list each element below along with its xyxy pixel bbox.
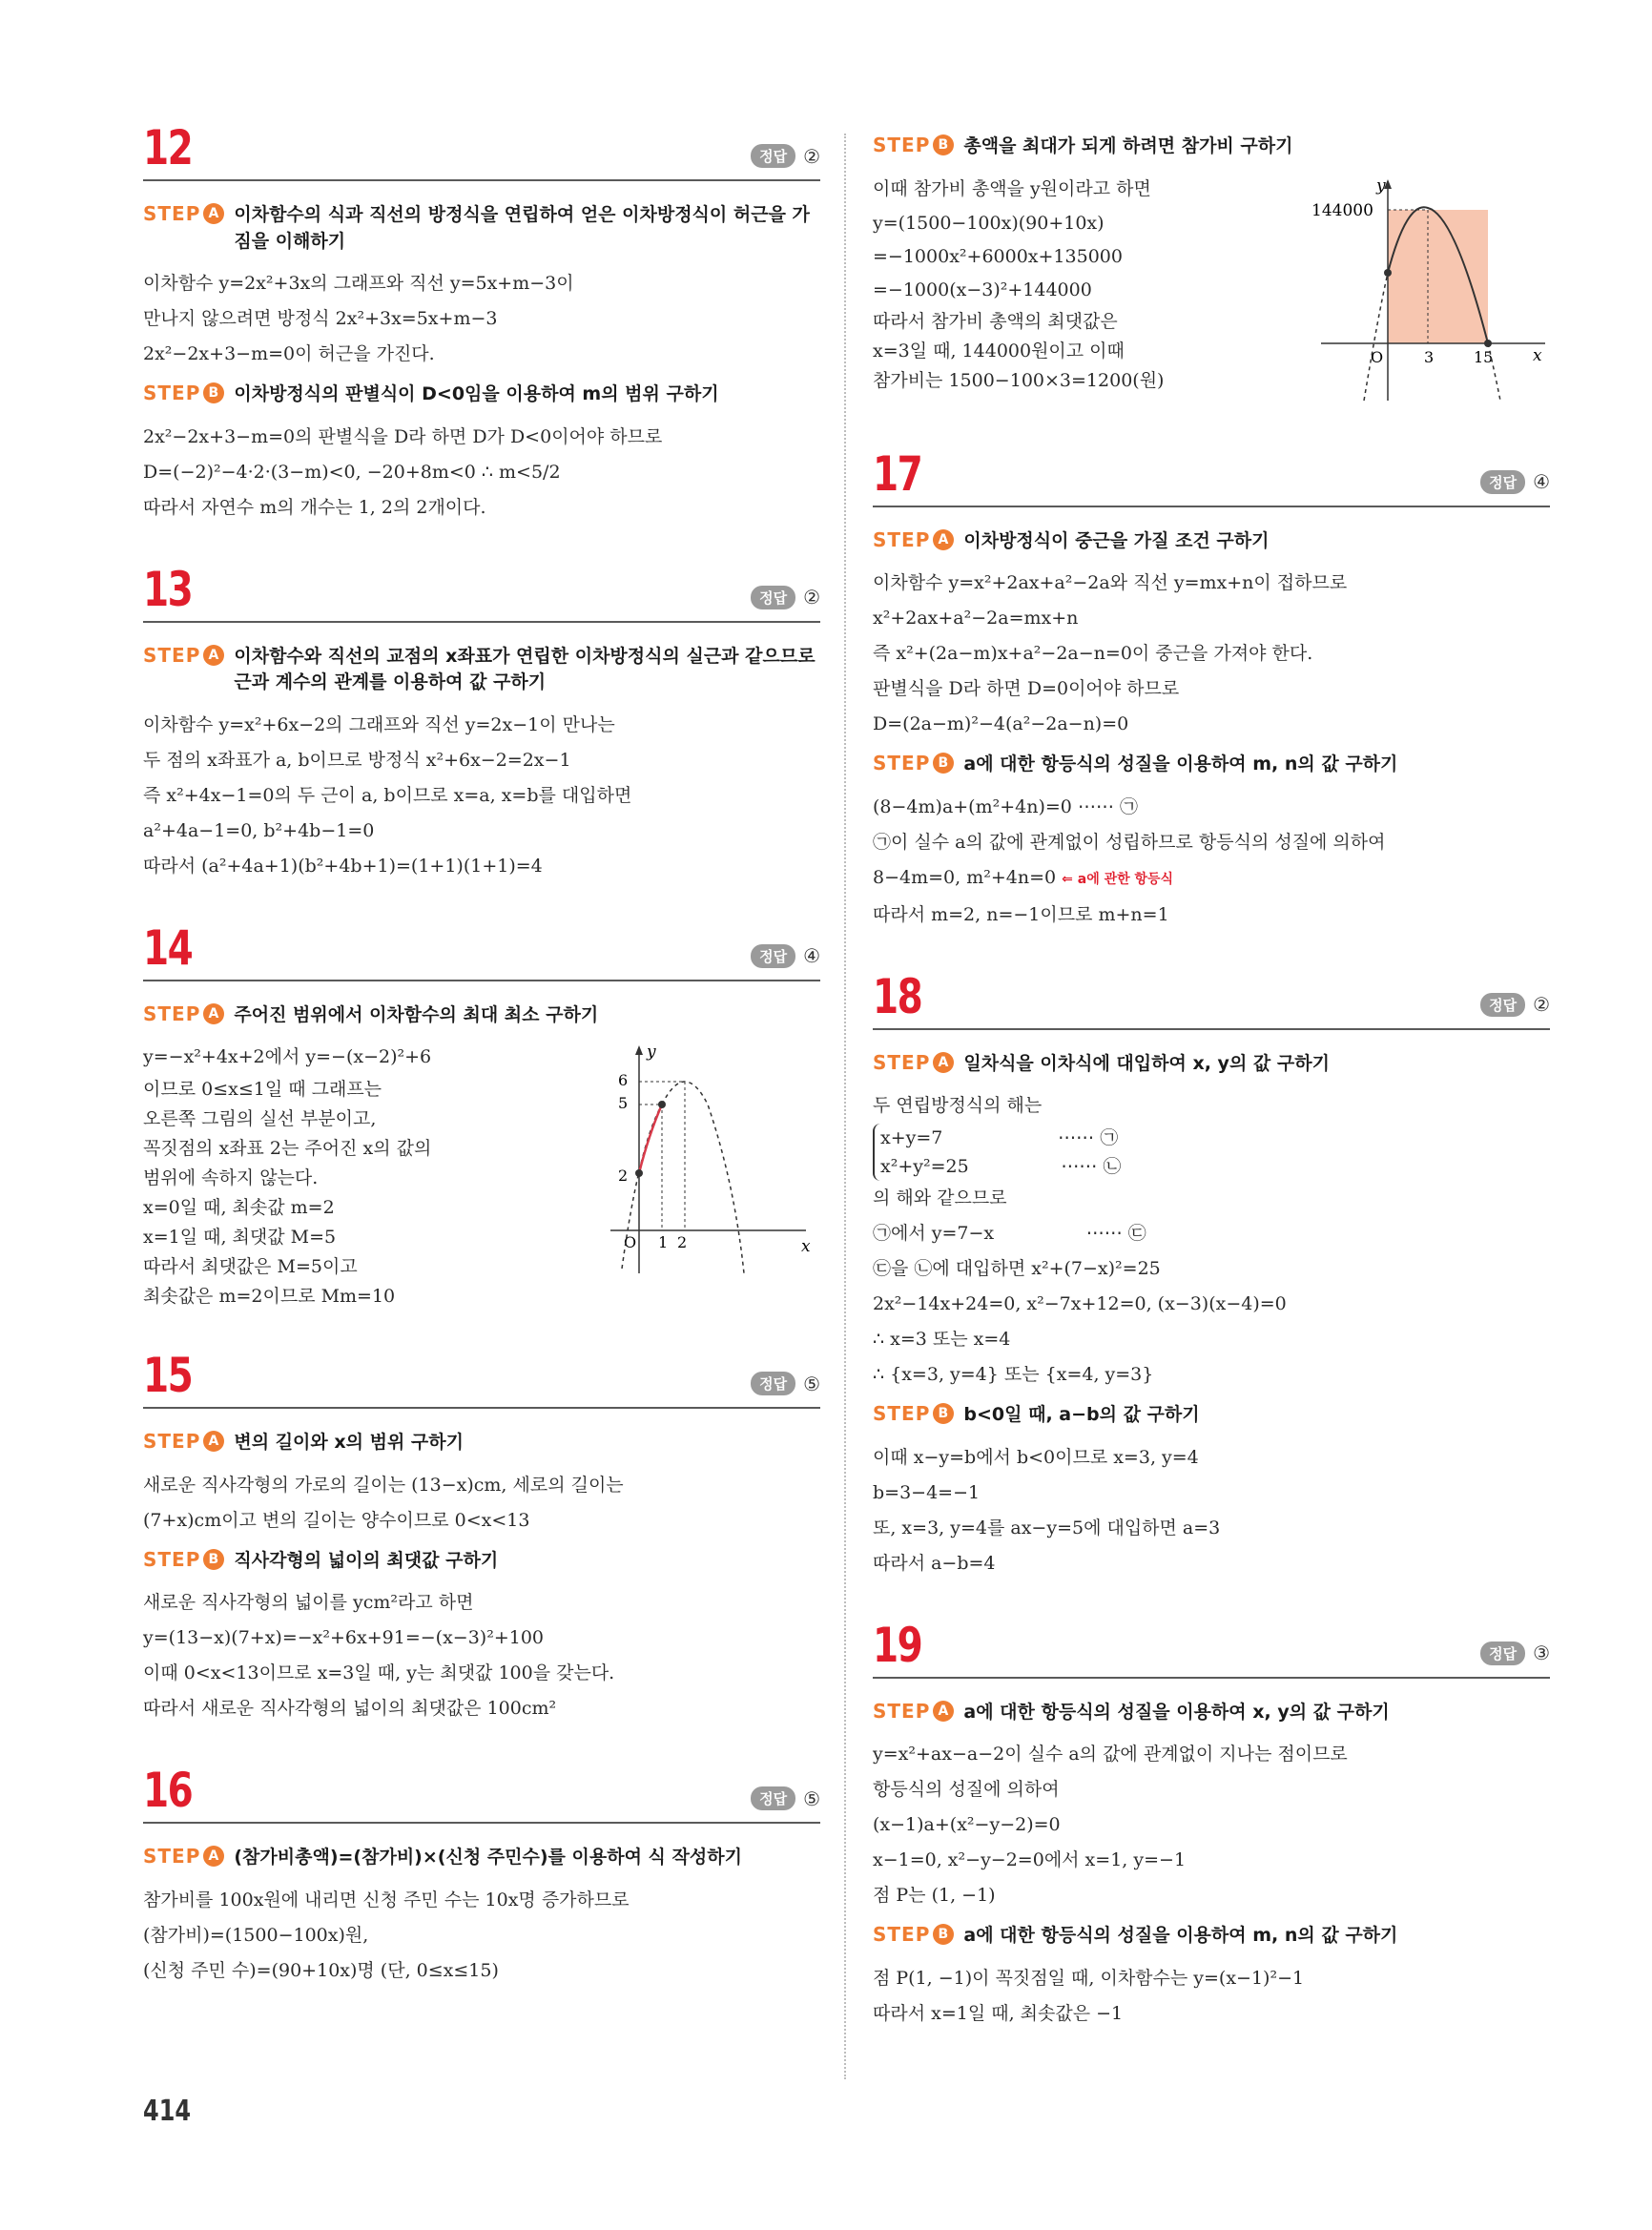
text-line: x=3일 때, 144000원이고 이때	[873, 340, 1125, 361]
answer-badge: 정답	[751, 1786, 795, 1810]
equation: 8−4m=0, m²+4n=0	[873, 866, 1057, 888]
parabola-dashed	[1364, 273, 1388, 401]
y-axis-label: y	[1376, 176, 1386, 196]
problem-number: 15	[143, 1348, 193, 1404]
step-tag: STEP B	[873, 752, 954, 774]
step-a	[143, 1430, 820, 1456]
x-tick-label: 3	[1424, 347, 1435, 366]
step-a	[873, 1700, 1550, 1726]
step-title: 직사각형의 넓이의 최댓값 구하기	[234, 1549, 499, 1571]
problem-number: 19	[873, 1617, 922, 1673]
step-tag: STEP B	[143, 382, 224, 404]
y-intercept-point	[1384, 269, 1392, 277]
x-intercept-point	[1484, 340, 1492, 347]
step-a	[143, 1845, 820, 1871]
text-line: (신청 주민 수)=(90+10x)명 (단, 0≤x≤15)	[143, 1959, 499, 1981]
problem-12	[143, 120, 820, 526]
text-line: ㉠이 실수 a의 값에 관계없이 성립하므로 항등식의 성질에 의하여	[873, 831, 1386, 853]
text-line: 최솟값은 m=2이므로 Mm=10	[143, 1286, 396, 1308]
text-line: 판별식을 D라 하면 D=0이어야 하므로	[873, 678, 1180, 700]
step-tag: STEP B	[873, 134, 954, 156]
text-line: 점 P는 (1, −1)	[873, 1885, 996, 1907]
text-line: b=3−4=−1	[873, 1481, 981, 1503]
answer-value: ④	[1533, 470, 1550, 494]
text-line: =−1000(x−3)²+144000	[873, 279, 1092, 300]
text-line: =−1000x²+6000x+135000	[873, 245, 1123, 267]
text-line: 의 해와 같으므로	[873, 1187, 1007, 1209]
step-tag: STEP A	[143, 1430, 224, 1453]
step-letter-icon: A	[203, 1003, 224, 1024]
step-title: a에 대한 항등식의 성질을 이용하여 m, n의 값 구하기	[963, 754, 1398, 775]
page-number: 414	[143, 2095, 192, 2128]
step-a	[143, 644, 820, 696]
text-line: 따라서 x=1일 때, 최솟값은 −1	[873, 2002, 1124, 2024]
y-tick-label: 5	[618, 1094, 629, 1113]
text-line: ∴ {x=3, y=4} 또는 {x=4, y=3}	[873, 1364, 1154, 1386]
problem-header	[873, 1617, 1550, 1679]
problem-number: 16	[143, 1763, 193, 1819]
answer-badge: 정답	[751, 1372, 795, 1395]
step-title: 변의 길이와 x의 범위 구하기	[234, 1432, 464, 1454]
step-tag: STEP A	[873, 1051, 954, 1074]
step-letter-icon: B	[933, 1924, 954, 1945]
text-line: 또, x=3, y=4를 ax−y=5에 대입하면 a=3	[873, 1517, 1221, 1538]
text-line: 새로운 직사각형의 가로의 길이는 (13−x)cm, 세로의 길이는	[143, 1474, 624, 1496]
x-axis-label: x	[801, 1237, 811, 1257]
text-block	[143, 1040, 431, 1311]
text-line: 따라서 최댓값은 M=5이고	[143, 1256, 358, 1278]
step-a	[143, 1002, 820, 1029]
answer-value: ③	[1533, 1642, 1550, 1665]
text-line: x−1=0, x²−y−2=0에서 x=1, y=−1	[873, 1849, 1187, 1871]
text-line: 즉 x²+(2a−m)x+a²−2a−n=0이 중근을 가져야 한다.	[873, 643, 1313, 665]
step-title: (참가비총액)=(참가비)×(신청 주민수)를 이용하여 식 작성하기	[234, 1847, 742, 1869]
step-letter-icon: A	[203, 1431, 224, 1452]
y-tick-label: 2	[618, 1167, 629, 1186]
text-line: x=1일 때, 최댓값 M=5	[143, 1227, 337, 1249]
parabola-graph-16	[1311, 172, 1550, 410]
step-tag: STEP A	[143, 644, 224, 667]
problem-number: 18	[873, 968, 922, 1024]
step-b	[873, 752, 1550, 778]
text-line: 따라서 m=2, n=−1이므로 m+n=1	[873, 903, 1169, 925]
step-title: 이차방정식이 중근을 가질 조건 구하기	[963, 529, 1270, 551]
text-line: 오른쪽 그림의 실선 부분이고,	[143, 1108, 377, 1130]
problem-15	[143, 1348, 820, 1726]
text-line: 이므로 0≤x≤1일 때 그래프는	[143, 1079, 382, 1101]
text-line: x=0일 때, 최솟값 m=2	[143, 1197, 335, 1219]
text-line: 즉 x²+4x−1=0의 두 근이 a, b이므로 x=a, x=b를 대입하면	[143, 784, 632, 806]
step-b	[143, 382, 820, 408]
problem-header	[873, 445, 1550, 507]
text-line: 따라서 a−b=4	[873, 1552, 996, 1574]
text-line: 범위에 속하지 않는다.	[143, 1167, 319, 1189]
step-letter-icon: A	[203, 203, 224, 224]
parabola-graph-14	[601, 1040, 820, 1278]
problem-13	[143, 561, 820, 884]
step-tag: STEP A	[873, 1700, 954, 1723]
x-tick-label: 2	[677, 1233, 688, 1252]
text-line: 점 P(1, −1)이 꼭짓점일 때, 이차함수는 y=(x−1)²−1	[873, 1967, 1305, 1989]
text-line: 2x²−14x+24=0, x²−7x+12=0, (x−3)(x−4)=0	[873, 1293, 1287, 1315]
step-letter-icon: B	[203, 382, 224, 403]
text-line: 이차함수 y=x²+6x−2의 그래프와 직선 y=2x−1이 만나는	[143, 713, 615, 735]
equation: x²+y²=25 ⋯⋯ ㉡	[880, 1156, 1122, 1178]
step-a	[873, 528, 1550, 555]
text-line: 항등식의 성질에 의하여	[873, 1779, 1060, 1801]
answer-value: ②	[803, 144, 820, 168]
system-brace	[873, 1124, 1121, 1181]
answer	[1480, 470, 1550, 494]
problem-16-continued	[873, 134, 1550, 410]
problem-number: 13	[143, 561, 193, 617]
problem-header	[143, 561, 820, 623]
text-line: 따라서 참가비 총액의 최댓값은	[873, 310, 1118, 332]
answer	[751, 586, 820, 609]
text-line: 따라서 (a²+4a+1)(b²+4b+1)=(1+1)(1+1)=4	[143, 855, 543, 877]
answer-badge: 정답	[751, 144, 795, 168]
answer-badge: 정답	[751, 944, 795, 968]
step-tag: STEP A	[143, 1002, 224, 1025]
text-line: y=−x²+4x+2에서 y=−(x−2)²+6	[143, 1046, 432, 1068]
parabola-dashed	[662, 1082, 744, 1273]
step-tag: STEP A	[143, 1845, 224, 1868]
text-block	[873, 172, 1164, 410]
step-letter-icon: A	[933, 1052, 954, 1073]
step-title: 일차식을 이차식에 대입하여 x, y의 값 구하기	[963, 1052, 1330, 1074]
x-axis-label: x	[1533, 345, 1542, 365]
problem-number: 12	[143, 120, 193, 176]
answer	[751, 1372, 820, 1395]
x-tick-label: 15	[1474, 347, 1494, 366]
text-line: y=x²+ax−a−2이 실수 a의 값에 관계없이 지나는 점이므로	[873, 1744, 1348, 1765]
text-line: (x−1)a+(x²−y−2)=0	[873, 1814, 1061, 1836]
problem-header	[873, 968, 1550, 1030]
step-title: 이차함수와 직선의 교점의 x좌표가 연립한 이차방정식의 실근과 같으므로 근과 계수의 관계를 이용하여 값 구하기	[234, 645, 816, 693]
answer	[751, 944, 820, 968]
parabola-dashed	[1488, 343, 1500, 401]
text-line: 이때 참가비 총액을 y원이라고 하면	[873, 177, 1151, 199]
problem-number: 14	[143, 919, 193, 976]
step-letter-icon: B	[933, 753, 954, 774]
text-line: 따라서 자연수 m의 개수는 1, 2의 2개이다.	[143, 496, 486, 518]
text-line: 만나지 않으려면 방정식 2x²+3x=5x+m−3	[143, 308, 498, 330]
step-b	[873, 134, 1550, 160]
text-line: D=(−2)²−4·2·(3−m)<0, −20+8m<0 ∴ m<5/2	[143, 461, 561, 483]
answer-value: ②	[803, 586, 820, 609]
left-column	[143, 120, 820, 2029]
equation: x+y=7 ⋯⋯ ㉠	[880, 1127, 1119, 1149]
step-title: 이차방정식의 판별식이 D<0임을 이용하여 m의 범위 구하기	[234, 383, 719, 405]
problem-18	[873, 968, 1550, 1581]
step-a	[143, 202, 820, 255]
problem-header	[143, 919, 820, 981]
problem-17	[873, 445, 1550, 933]
answer	[1480, 1642, 1550, 1665]
answer	[1480, 993, 1550, 1017]
answer-value: ④	[803, 944, 820, 968]
y-tick-label: 6	[618, 1071, 629, 1090]
step-tag: STEP A	[873, 528, 954, 551]
text-line: 꼭짓점의 x좌표 2는 주어진 x의 값의	[143, 1138, 432, 1160]
step-b	[143, 1548, 820, 1575]
column-divider	[844, 134, 846, 2079]
margin-note: ⇐ a에 관한 항등식	[1062, 871, 1174, 887]
answer-value: ⑤	[803, 1786, 820, 1810]
text-line: 이차함수 y=x²+2ax+a²−2a와 직선 y=mx+n이 접하므로	[873, 572, 1348, 594]
step-title: a에 대한 항등식의 성질을 이용하여 m, n의 값 구하기	[963, 1925, 1398, 1947]
step-b	[873, 1402, 1550, 1429]
step-tag: STEP B	[873, 1923, 954, 1946]
y-axis-label: y	[647, 1043, 656, 1063]
problem-16	[143, 1763, 820, 1989]
text-line: ∴ x=3 또는 x=4	[873, 1329, 1011, 1351]
text-line: D=(2a−m)²−4(a²−2a−n)=0	[873, 713, 1129, 735]
text-with-graph	[873, 172, 1550, 410]
text-line: 참가비는 1500−100×3=1200(원)	[873, 369, 1165, 391]
text-line: (참가비)=(1500−100x)원,	[143, 1924, 369, 1946]
text-line: 두 연립방정식의 해는	[873, 1095, 1043, 1117]
step-letter-icon: A	[933, 1701, 954, 1722]
problem-header	[143, 120, 820, 181]
answer-value: ⑤	[803, 1372, 820, 1395]
step-letter-icon: B	[933, 1403, 954, 1424]
text-line: ㉢을 ㉡에 대입하면 x²+(7−x)²=25	[873, 1258, 1161, 1280]
text-line: y=(13−x)(7+x)=−x²+6x+91=−(x−3)²+100	[143, 1627, 545, 1649]
x-tick-label: 1	[658, 1233, 669, 1252]
text-with-graph	[143, 1040, 820, 1311]
text-line: 참가비를 100x원에 내리면 신청 주민 수는 10x명 증가하므로	[143, 1889, 630, 1910]
origin-label: O	[1371, 347, 1384, 366]
step-title: 총액을 최대가 되게 하려면 참가비 구하기	[963, 135, 1293, 156]
step-title: 주어진 범위에서 이차함수의 최대 최소 구하기	[234, 1003, 599, 1025]
text-line: ㉠에서 y=7−x ⋯⋯ ㉢	[873, 1223, 1146, 1245]
text-line: 이때 x−y=b에서 b<0이므로 x=3, y=4	[873, 1446, 1199, 1468]
max-point	[658, 1101, 666, 1108]
step-letter-icon: A	[203, 1846, 224, 1867]
text-line: 2x²−2x+3−m=0의 판별식을 D라 하면 D가 D<0이어야 하므로	[143, 425, 663, 447]
text-line: a²+4a−1=0, b²+4b−1=0	[143, 819, 375, 841]
step-b	[873, 1923, 1550, 1950]
problem-header	[143, 1763, 820, 1824]
problem-14	[143, 919, 820, 1312]
step-tag: STEP B	[873, 1402, 954, 1425]
text-line: 이차함수 y=2x²+3x의 그래프와 직선 y=5x+m−3이	[143, 273, 574, 295]
step-title: 이차함수의 식과 직선의 방정식을 연립하여 얻은 이차방정식이 허근을 가짐을 이해하기	[234, 204, 810, 252]
text-line: (8−4m)a+(m²+4n)=0 ⋯⋯ ㉠	[873, 795, 1138, 817]
step-letter-icon: B	[933, 134, 954, 155]
min-point	[635, 1169, 643, 1177]
origin-label: O	[624, 1233, 637, 1252]
problem-number: 17	[873, 445, 922, 502]
text-line: 두 점의 x좌표가 a, b이므로 방정식 x²+6x−2=2x−1	[143, 749, 571, 771]
step-tag: STEP A	[143, 202, 224, 225]
answer	[751, 1786, 820, 1810]
right-column	[873, 124, 1550, 2072]
text-line: y=(1500−100x)(90+10x)	[873, 212, 1105, 234]
y-tick-label: 144000	[1311, 200, 1373, 220]
step-title: a에 대한 항등식의 성질을 이용하여 x, y의 값 구하기	[963, 1701, 1390, 1723]
answer-badge: 정답	[1480, 1642, 1525, 1665]
answer-badge: 정답	[1480, 993, 1525, 1017]
step-a	[873, 1051, 1550, 1078]
answer-value: ②	[1533, 993, 1550, 1017]
problem-19	[873, 1617, 1550, 2032]
step-letter-icon: A	[933, 529, 954, 550]
text-line: 이때 0<x<13이므로 x=3일 때, y는 최댓값 100을 갖는다.	[143, 1662, 615, 1684]
text-line: 2x²−2x+3−m=0이 허근을 가진다.	[143, 343, 435, 365]
answer	[751, 144, 820, 168]
step-letter-icon: A	[203, 645, 224, 666]
text-line: 새로운 직사각형의 넓이를 ycm²라고 하면	[143, 1592, 474, 1614]
text-line: (7+x)cm이고 변의 길이는 양수이므로 0<x<13	[143, 1509, 530, 1531]
step-letter-icon: B	[203, 1549, 224, 1570]
y-arrow-icon	[635, 1045, 643, 1055]
step-tag: STEP B	[143, 1548, 224, 1571]
text-line: 따라서 새로운 직사각형의 넓이의 최댓값은 100cm²	[143, 1698, 557, 1720]
step-title: b<0일 때, a−b의 값 구하기	[963, 1404, 1200, 1426]
problem-header	[143, 1348, 820, 1409]
parabola-solid-segment	[639, 1105, 662, 1173]
answer-badge: 정답	[751, 586, 795, 609]
text-line	[873, 860, 1550, 898]
text-line: x²+2ax+a²−2a=mx+n	[873, 608, 1079, 630]
answer-badge: 정답	[1480, 470, 1525, 494]
